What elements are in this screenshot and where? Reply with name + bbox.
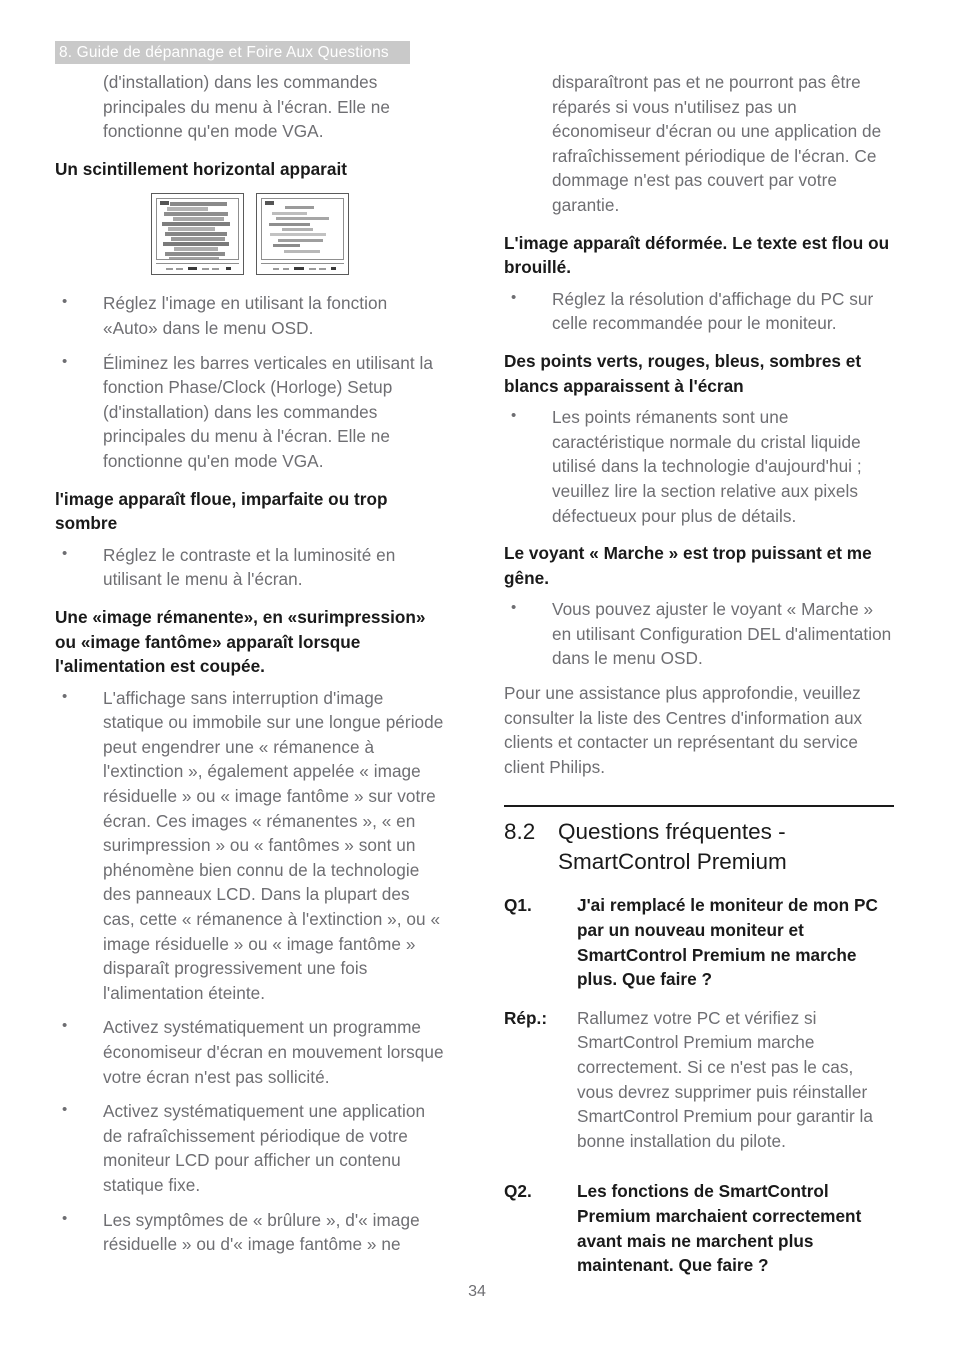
list-item: • L'affichage sans interruption d'image statique ou immobile sur une longue période peut engendrer une « rémanence à l'extinction », également appelée « image résiduelle » ou « image fantôme » sur votre écran. Ces images « rémanentes », « en surimpression » ou « fantômes » sont un phénomène bien connu de la technologie des panneaux LCD. Dans la plupart des cas, cette « rémanence à l'extinction », ou « image résiduelle » ou « image fantôme » disparaît progressivement une fois l'alimentation éteinte. <box>55 686 445 1006</box>
right-column <box>504 70 894 1292</box>
distorted-document-illustration <box>151 193 244 275</box>
list-item: • Réglez l'image en utilisant la fonction «Auto» dans le menu OSD. <box>55 291 445 340</box>
list-item: • Activez systématiquement un programme économiseur d'écran en mouvement lorsque votre écran n'est pas sollicité. <box>55 1015 445 1089</box>
heading-power-led: Le voyant « Marche » est trop puissant et me gêne. <box>504 543 872 588</box>
list-item: • Vous pouvez ajuster le voyant « Marche » en utilisant Configuration DEL d'alimentation dans le menu OSD. <box>504 597 894 671</box>
section-number: 8.2 <box>504 819 536 845</box>
list-item: • Éliminez les barres verticales en utilisant la fonction Phase/Clock (Horloge) Setup (d'installation) dans les commandes principales du menu à l'écran. Elle ne fonctionne qu'en mode VGA. <box>55 351 445 474</box>
list-item: • Réglez le contraste et la luminosité en utilisant le menu à l'écran. <box>55 543 445 592</box>
faq-text: Rallumez votre PC et vérifiez si SmartControl Premium marche correctement. Si ce n'est pas le cas, vous devrez supprimer puis réinstaller SmartControl Premium pour garantir la bonne installation du pilote. <box>577 1007 873 1151</box>
heading-distorted-image: L'image apparaît déformée. Le texte est flou ou brouillé. <box>504 232 890 278</box>
distorted-document-body <box>156 198 239 260</box>
left-column <box>55 70 445 1267</box>
page-number: 34 <box>468 1283 486 1300</box>
faq-text: Les fonctions de SmartControl Premium marchaient correctement avant mais ne marchent plus maintenant. Que faire ? <box>577 1181 862 1276</box>
heading-after-image: Une «image rémanente», en «surimpression» ou «image fantôme» apparaît lorsque l'alimentation est coupée. <box>55 606 426 677</box>
running-header: 8. Guide de dépannage et Foire Aux Questions <box>55 41 410 64</box>
faq-question-2 <box>504 1179 894 1277</box>
faq-label: Rép.: <box>504 1007 548 1028</box>
faq-question-1 <box>504 893 894 991</box>
normal-document-illustration <box>256 193 349 275</box>
faq-text: J'ai remplacé le moniteur de mon PC par un nouveau moniteur et SmartControl Premium ne marche plus. Que faire ? <box>577 895 878 990</box>
heading-blurry-image: l'image apparaît floue, imparfaite ou trop sombre <box>55 488 388 534</box>
left-continued-paragraph: (d'installation) dans les commandes principales du menu à l'écran. Elle ne fonctionne qu'en mode VGA. <box>103 72 391 142</box>
faq-answer-1 <box>504 1006 894 1154</box>
list-item: • Les points rémanents sont une caractéristique normale du cristal liquide utilisé dans la technologie d'aujourd'hui ; veuillez lire la section relative aux pixels défectueux pour plus de détails. <box>504 405 894 528</box>
faq-label: Q1. <box>504 895 532 916</box>
normal-document-footer <box>261 263 344 273</box>
closing-paragraph: Pour une assistance plus approfondie, veuillez consulter la liste des Centres d'information aux clients et contacter un représentant du service client Philips. <box>504 683 863 777</box>
right-continued-paragraph: disparaîtront pas et ne pourront pas être réparés si vous n'utilisez pas un économiseur d'écran ou une application de rafraîchissement périodique de l'écran. Ce dommage n'est pas couvert par votre garantie. <box>552 72 882 215</box>
heading-colored-dots: Des points verts, rouges, bleus, sombres et blancs apparaissent à l'écran <box>504 350 862 396</box>
section-title-text: Questions fréquentes - SmartControl Premium <box>558 819 787 875</box>
list-item: • Réglez la résolution d'affichage du PC sur celle recommandée pour le moniteur. <box>504 287 894 336</box>
document-logo-icon <box>160 201 169 205</box>
list-item: • Activez systématiquement une application de rafraîchissement périodique de votre moniteur LCD pour afficher un contenu statique fixe. <box>55 1099 445 1197</box>
flicker-figure <box>55 193 445 275</box>
normal-document-body <box>261 198 344 260</box>
heading-horizontal-flicker: Un scintillement horizontal apparait <box>55 158 347 179</box>
section-divider <box>504 805 894 807</box>
faq-label: Q2. <box>504 1181 532 1202</box>
section-heading-8-2 <box>504 817 894 877</box>
document-logo-icon <box>265 201 274 205</box>
distorted-document-footer <box>156 263 239 273</box>
list-item: • Les symptômes de « brûlure », d'« image résiduelle » ou d'« image fantôme » ne <box>55 1208 445 1257</box>
